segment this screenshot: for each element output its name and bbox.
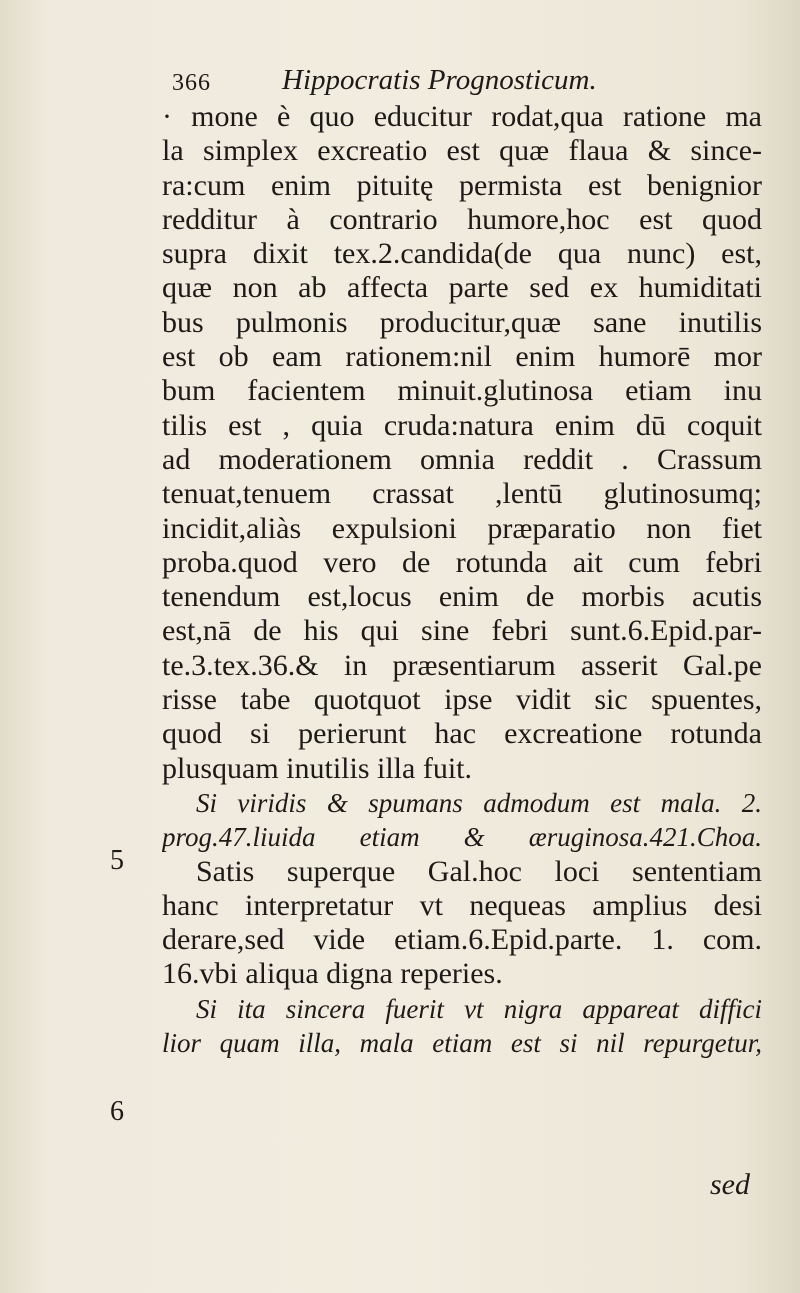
lemma-5-line-1: Si viridis & spumans admodum est mala. 2. [196,787,762,818]
text-line: ad moderationem omnia reddit . Crassum [162,442,762,476]
text-line: plusquam inutilis illa fuit. [162,751,472,785]
page-header [170,64,730,104]
text-line: est,nā de his qui sine febri sunt.6.Epid.par- [162,614,762,648]
comment-5-line: derare,sed vide etiam.6.Epid.parte. 1. com. [162,923,762,957]
comment-5-line: 16.vbi aliqua digna reperies. [162,957,503,991]
text-line: quod si perierunt hac excreatione rotunda [162,717,762,751]
text-line: bum facientem minuit.glutinosa etiam inu [162,374,762,408]
text-line: risse tabe quotquot ipse vidit sic spuentes, [162,683,762,717]
text-line: supra dixit tex.2.candida(de qua nunc) est, [162,237,762,271]
running-title: Hippocratis Prognosticum. [282,64,597,96]
text-line: tenuat,tenuem crassat ,lentū glutinosumq; [162,477,762,511]
comment-5-line: Satis superque Gal.hoc loci sententiam [196,854,762,888]
text-line: proba.quod vero de rotunda ait cum febri [162,545,762,579]
catchword: sed [710,1168,750,1201]
text-line: est ob eam rationem:nil enim humorē mor [162,340,762,374]
lemma-6-line-2: lior quam illa, mala etiam est si nil repurgetur, [162,1028,762,1059]
text-line: tilis est , quia cruda:natura enim dū coquit [162,408,762,442]
text-line: te.3.tex.36.& in præsentiarum asserit Gal.pe [162,648,762,682]
text-line: ra:cum enim pituitę permista est benignior [162,168,762,202]
text-line: tenendum est,locus enim de morbis acutis [162,580,762,614]
text-line: incidit,aliàs expulsioni præparatio non fiet [162,511,762,545]
margin-number-5: 5 [110,845,124,876]
body-text [162,100,762,1060]
text-line: la simplex excreatio est quæ flaua & since- [162,134,762,168]
text-line: redditur à contrario humore,hoc est quod [162,202,762,236]
page-number: 366 [172,70,211,96]
text-line: · mone è quo educitur rodat,qua ratione ma [162,100,762,133]
lemma-5-line-2: prog.47.liuida etiam & æruginosa.421.Choa. [162,822,762,853]
lemma-6-line-1: Si ita sincera fuerit vt nigra appareat diffici [196,993,762,1024]
comment-5-line: hanc interpretatur vt nequeas amplius desi [162,888,762,922]
text-line: quæ non ab affecta parte sed ex humiditati [162,271,762,305]
text-line: bus pulmonis producitur,quæ sane inutilis [162,305,762,339]
margin-number-6: 6 [110,1096,124,1127]
